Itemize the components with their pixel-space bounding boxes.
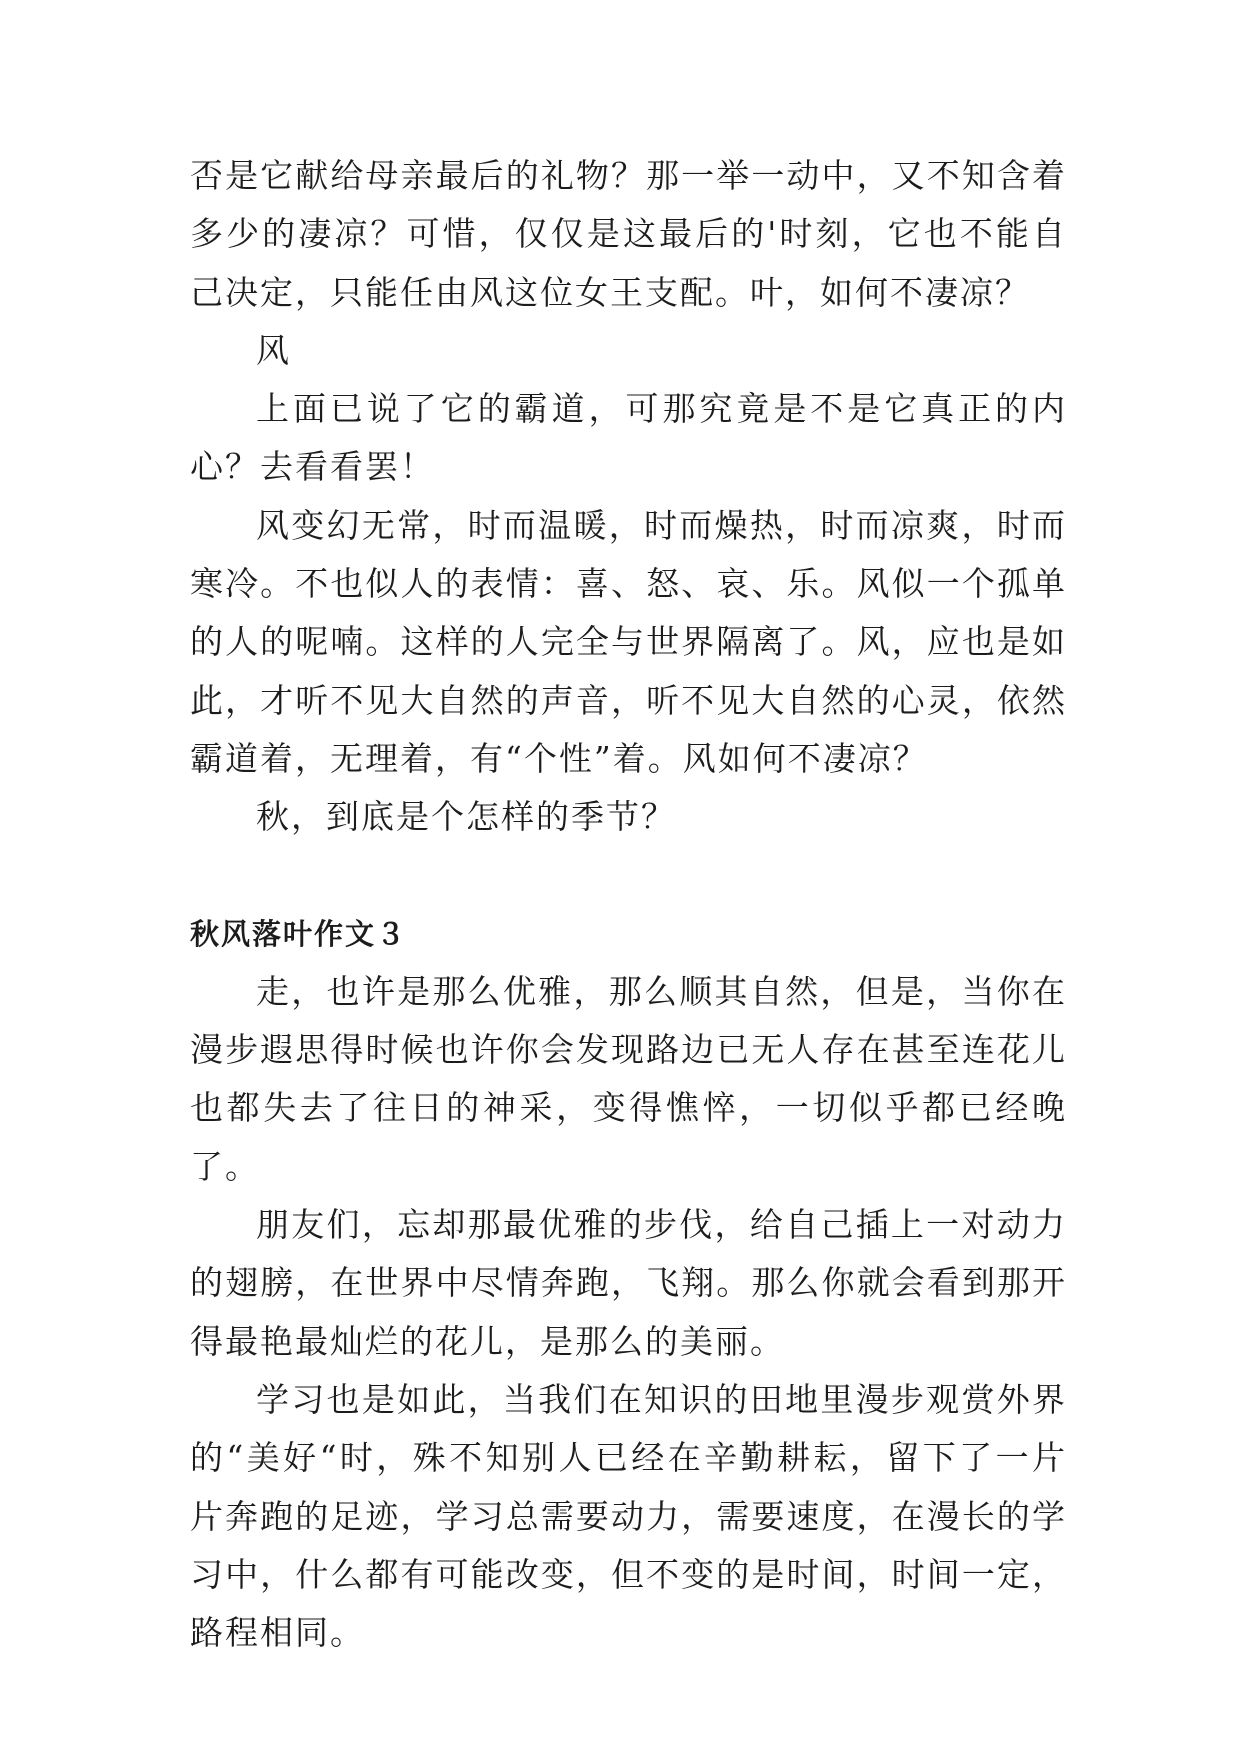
paragraph-wind-moods: 风变幻无常，时而温暖，时而燥热，时而凉爽，时而寒冷。不也似人的表情：喜、怒、哀、乐。风似一个孤单的人的呢喃。这样的人完全与世界隔离了。风，应也是如此，才听不见大自然的声音，听不见大自然的心灵，依然霸道着，无理着，有“个性”着。风如何不凄凉？ <box>190 505 1067 778</box>
paragraph-leaf-farewell: 否是它献给母亲最后的礼物？那一举一动中，又不知含着多少的凄凉？可惜，仅仅是这最后的'时刻，它也不能自己决定，只能任由风这位女王支配。叶，如何不凄凉？ <box>190 156 1067 312</box>
paragraph-autumn-question: 秋，到底是个怎样的季节？ <box>256 797 676 837</box>
paragraph-wind-intro: 上面已说了它的霸道，可那究竟是不是它真正的内心？去看看罢！ <box>190 389 1067 487</box>
paragraph-friends: 朋友们，忘却那最优雅的步伐，给自己插上一对动力的翅膀，在世界中尽情奔跑，飞翔。那么你就会看到那开得最艳最灿烂的花儿，是那么的美丽。 <box>190 1205 1067 1361</box>
paragraph-wind-heading: 风 <box>256 330 291 370</box>
paragraph-walking: 走，也许是那么优雅，那么顺其自然，但是，当你在漫步遐思得时候也许你会发现路边已无人存在甚至连花儿也都失去了往日的神采，变得憔悴，一切似乎都已经晚了。 <box>190 971 1067 1186</box>
section-title: 秋风落叶作文３ <box>190 916 408 951</box>
paragraph-learning: 学习也是如此，当我们在知识的田地里漫步观赏外界的“美好“时，殊不知别人已经在辛勤耕耘，留下了一片片奔跑的足迹，学习总需要动力，需要速度，在漫长的学习中，什么都有可能改变，但不变的是时间，时间一定，路程相同。 <box>190 1379 1067 1653</box>
document-body <box>190 147 1067 1662</box>
